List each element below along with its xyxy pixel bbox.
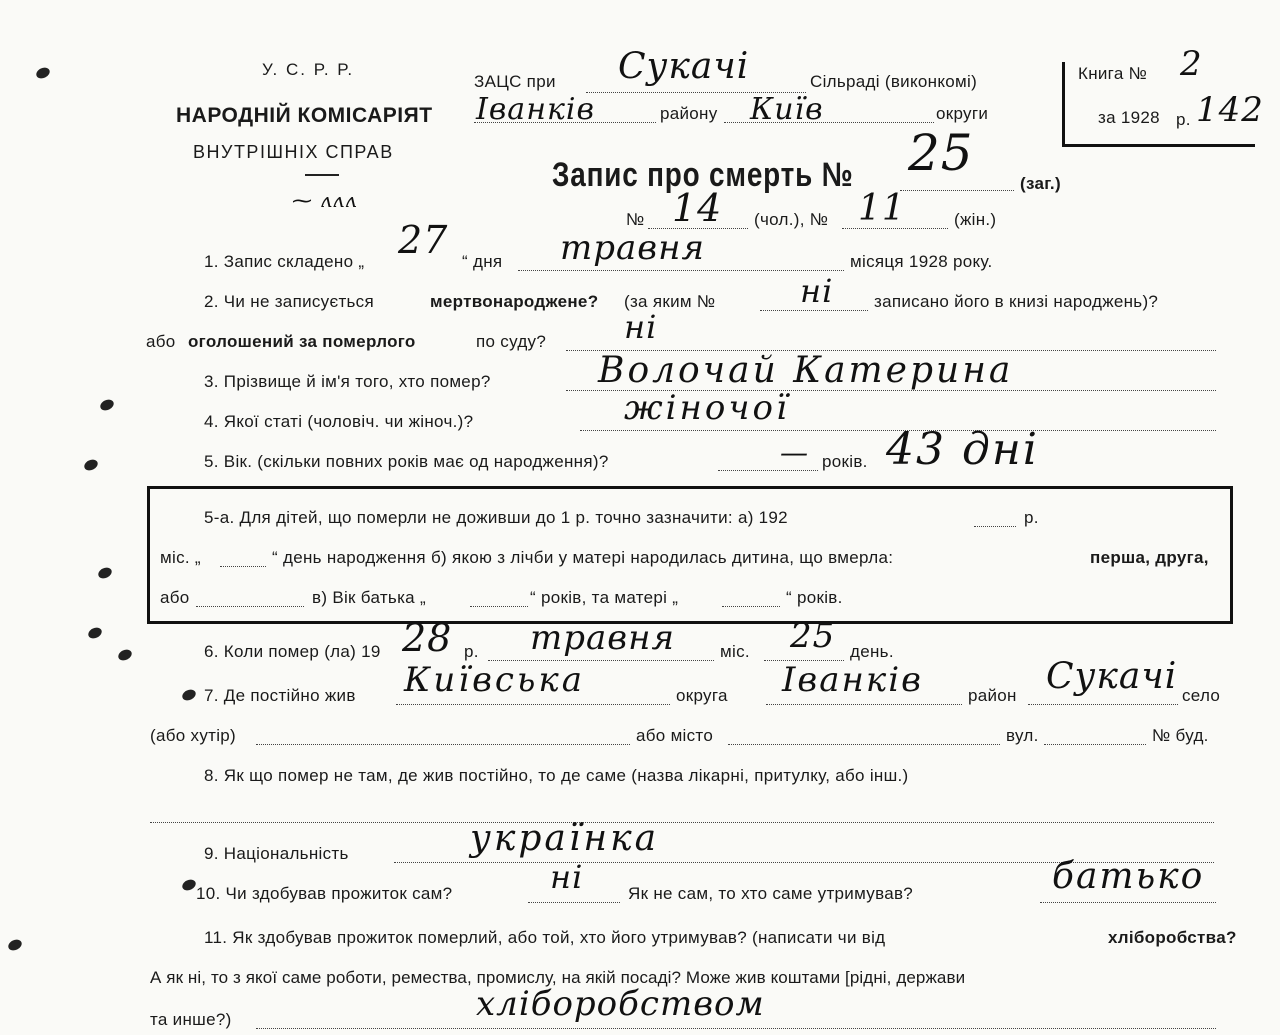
raion-value: Іванків <box>476 92 595 127</box>
okruha-value: Київ <box>750 92 824 127</box>
field-7b-misto-line <box>728 744 1000 745</box>
field-7-okruha: округа <box>676 686 728 705</box>
okruhy-label: округи <box>936 104 989 123</box>
punch-hole-mark <box>117 648 134 663</box>
field-2-bold: мертвонароджене? <box>430 292 599 311</box>
field-7-raion-value: Іванків <box>782 660 923 700</box>
field-11-line <box>256 1028 1216 1029</box>
field-5a-or-line <box>196 606 304 607</box>
punch-hole-mark <box>83 458 100 473</box>
field-11-line2: А як ні, то з якої саме роботи, ремества, промислу, на якій посаді? Може жив коштами [рідні, держави <box>150 968 966 987</box>
field-7-selo: село <box>1182 686 1221 705</box>
field-1-mid: “ дня <box>462 252 503 271</box>
punch-hole-mark <box>35 66 52 81</box>
field-2-line <box>760 310 868 311</box>
field-3-label: 3. Прізвище й ім'я того, хто помер? <box>204 372 491 391</box>
okruha-line <box>724 122 934 123</box>
field-7-selo-line <box>1028 704 1178 705</box>
field-2-value: ні <box>800 272 834 310</box>
field-10-value: ні <box>550 858 584 896</box>
header-dash <box>305 174 339 176</box>
internal-affairs-label: ВНУТРІШНІХ СПРАВ <box>193 142 394 162</box>
field-1-month-value: травня <box>560 228 705 268</box>
book-number-value: 2 <box>1180 44 1203 84</box>
commissariat-label: НАРОДНІЙ КОМІСАРІЯТ <box>176 104 433 127</box>
field-9-label: 9. Національність <box>204 844 349 863</box>
field-5a-line3-a: або <box>160 588 190 607</box>
field-6-year-value: 28 <box>402 616 453 660</box>
field-5-label: 5. Вік. (скільки повних років має од народження)? <box>204 452 609 471</box>
field-5a-line2-b: “ день народження б) якою з лічби у матері народилась дитина, що вмерла: <box>272 548 894 567</box>
field-7-selo-value: Сукачі <box>1046 656 1178 697</box>
zag-label: (заг.) <box>1020 174 1061 193</box>
field-5a-day-line <box>220 566 266 567</box>
field-10-mid: Як не сам, то хто саме утримував? <box>628 884 914 903</box>
punch-hole-mark <box>87 626 104 641</box>
field-5a-line3-d: “ років. <box>786 588 843 607</box>
women-number-line <box>842 228 948 229</box>
record-number-line <box>900 190 1014 191</box>
field-2b-label: або <box>146 332 176 351</box>
field-11-line3: та инше?) <box>150 1010 232 1029</box>
zags-village-value: Сукачі <box>618 46 750 87</box>
silradi-label: Сільраді (виконкомі) <box>810 72 978 91</box>
raion-line <box>474 122 656 123</box>
year-extra-value: 142 <box>1196 90 1264 130</box>
field-2-mid: (за яким № <box>624 292 716 311</box>
field-9-value: українка <box>470 818 660 859</box>
field-3-value: Волочай Катерина <box>598 350 1014 391</box>
field-5a-line2-bold: перша, друга, <box>1090 548 1209 567</box>
book-label: Книга № <box>1078 64 1148 83</box>
field-5-line <box>718 470 818 471</box>
field-5-years: років. <box>822 452 868 471</box>
field-7b-vul: вул. <box>1006 726 1039 745</box>
raionu-label: району <box>660 104 718 123</box>
field-5-value: 43 дні <box>886 424 1039 475</box>
field-2b-value: ні <box>624 308 658 346</box>
field-5a-mother-line <box>722 606 780 607</box>
field-6-r: р. <box>464 642 479 661</box>
field-10-line-2 <box>1040 902 1216 903</box>
field-4-value: жіночої <box>624 388 790 428</box>
field-2-label: 2. Чи не записується <box>204 292 374 311</box>
field-1-label: 1. Запис складено „ <box>204 252 365 271</box>
men-label: (чол.), № <box>754 210 829 229</box>
field-5-dash: — <box>780 436 809 469</box>
field-7-okruha-line <box>396 704 670 705</box>
field-11-line1-bold: хліборобства? <box>1108 928 1237 947</box>
field-5a-line3-c: “ років, та матері „ <box>530 588 679 607</box>
field-5a-year-line <box>974 526 1016 527</box>
field-1-day-value: 27 <box>398 218 449 262</box>
field-1-month-line <box>518 270 844 271</box>
punch-hole-mark <box>97 566 114 581</box>
field-6-den: день. <box>850 642 894 661</box>
field-6-day-value: 25 <box>790 616 836 656</box>
field-7b-vul-line <box>1044 744 1146 745</box>
field-2b-mid: по суду? <box>476 332 547 351</box>
field-10-label: 10. Чи здобував прожиток сам? <box>196 884 453 903</box>
field-5a-line1: 5-а. Для дітей, що померли не доживши до 1 р. точно зазначити: а) 192 <box>204 508 788 527</box>
field-10-value-2: батько <box>1052 856 1205 897</box>
field-5a-line2-a: міс. „ <box>160 548 201 567</box>
field-2-suffix: записано його в книзі народжень)? <box>874 292 1159 311</box>
field-2b-bold: оголошений за померлого <box>188 332 416 351</box>
field-7-okruha-value: Київська <box>404 660 586 700</box>
punch-hole-mark <box>181 688 198 703</box>
field-11-line1: 11. Як здобував прожиток померлий, або той, хто його утримував? (написати чи від <box>204 928 886 947</box>
field-8-label: 8. Як що помер не там, де жив постійно, то де саме (назва лікарні, притулку, або інш.) <box>204 766 909 785</box>
record-title: Запис про смерть № <box>552 156 854 194</box>
field-1-suffix: місяця 1928 року. <box>850 252 993 271</box>
field-7b-label: (або хутір) <box>150 726 237 745</box>
field-7-raion-line <box>766 704 962 705</box>
field-7b-misto: або місто <box>636 726 714 745</box>
punch-hole-mark <box>181 878 198 893</box>
field-5a-line3-b: в) Вік батька „ <box>312 588 426 607</box>
field-4-label: 4. Якої статі (чоловіч. чи жіноч.)? <box>204 412 474 431</box>
field-5a-father-line <box>470 606 528 607</box>
field-8-line <box>150 822 1214 823</box>
women-number-value: 11 <box>858 188 906 229</box>
field-6-label: 6. Коли помер (ла) 19 <box>204 642 381 661</box>
scribble-mark: ⁓ ʌʌʌ <box>292 188 358 212</box>
year-label: за 1928 <box>1098 108 1160 127</box>
field-10-line <box>528 902 620 903</box>
field-7b-khutir-line <box>256 744 630 745</box>
zags-label: ЗАЦС при <box>474 72 556 91</box>
field-7b-bud: № буд. <box>1152 726 1209 745</box>
field-7-label: 7. Де постійно жив <box>204 686 356 705</box>
field-5a-line1-end: р. <box>1024 508 1039 527</box>
punch-hole-mark <box>7 938 24 953</box>
women-label: (жін.) <box>954 210 997 229</box>
men-number-value: 14 <box>672 186 723 230</box>
field-11-value: хліборобством <box>476 984 765 1024</box>
ussr-label: У. С. Р. Р. <box>262 60 355 79</box>
field-7-raion: район <box>968 686 1017 705</box>
year-suffix: р. <box>1176 110 1191 129</box>
field-6-month-value: травня <box>530 618 675 658</box>
field-6-mis: міс. <box>720 642 750 661</box>
punch-hole-mark <box>99 398 116 413</box>
men-no-label: № <box>626 210 645 229</box>
record-number-value: 25 <box>908 124 974 182</box>
